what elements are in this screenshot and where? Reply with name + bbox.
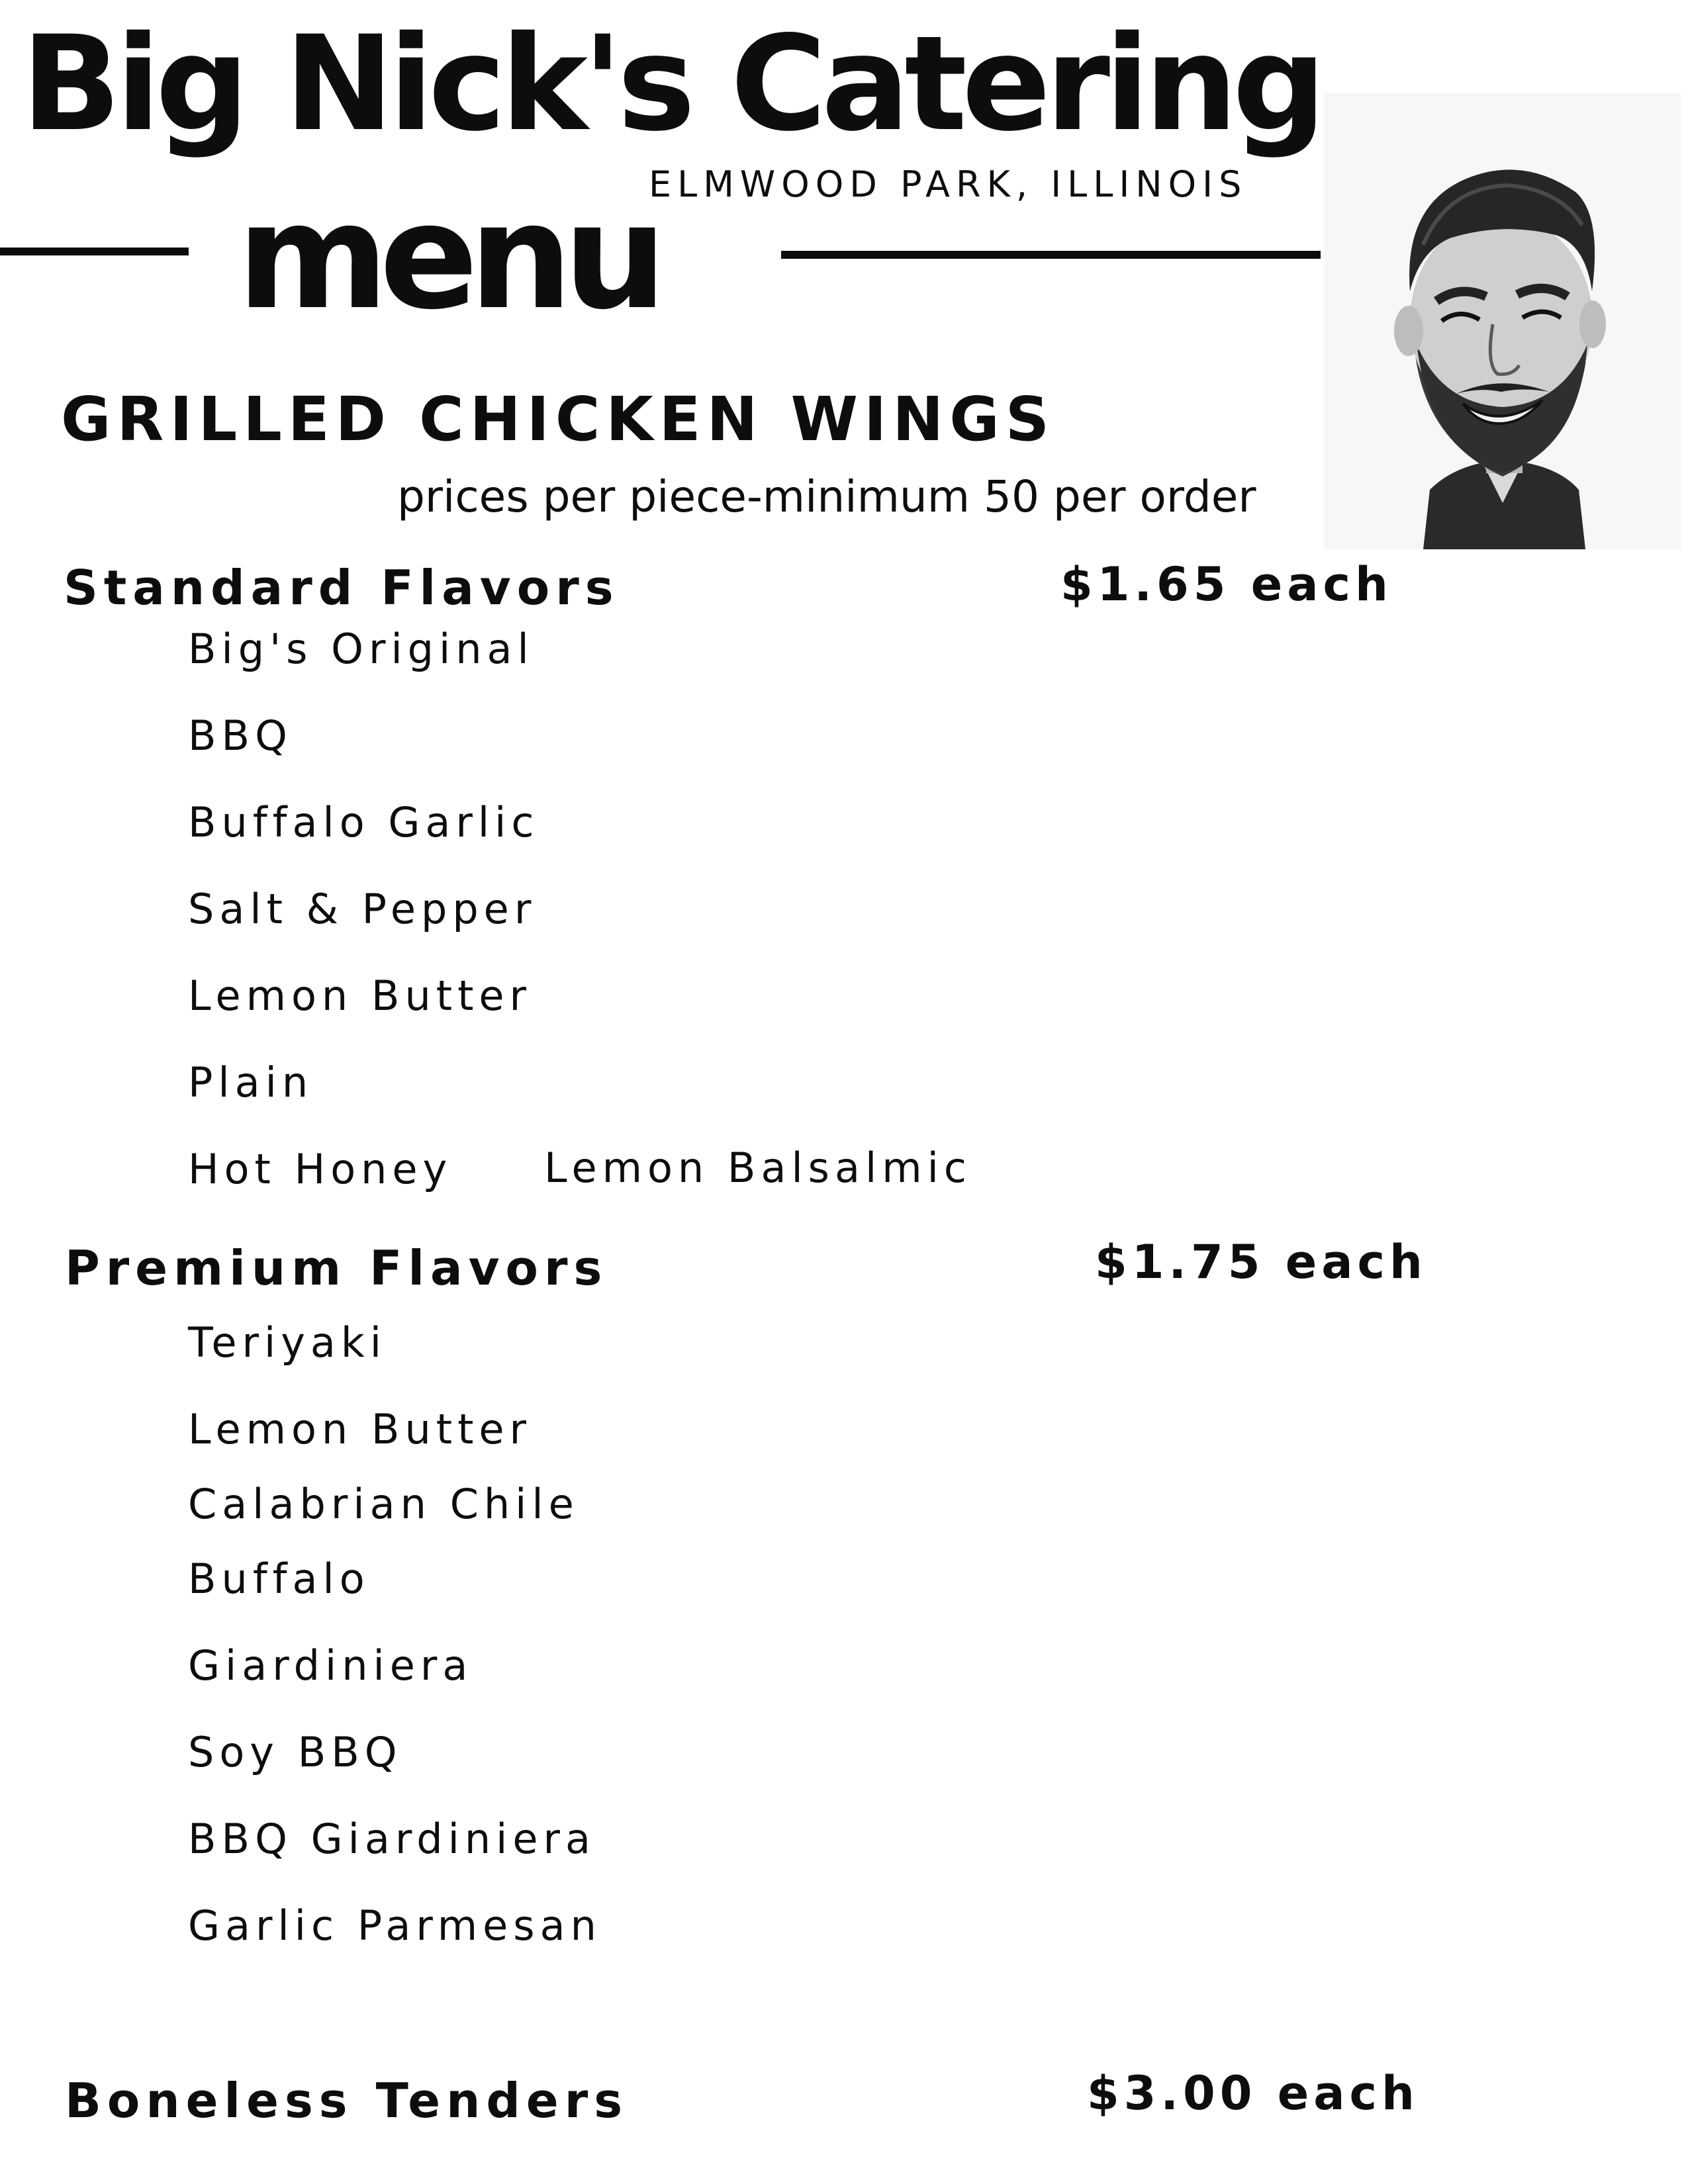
list-item: Plain <box>188 1058 314 1107</box>
standard-flavors-price: $1.65 each <box>1060 557 1393 612</box>
order-note: prices per piece-minimum 50 per order <box>397 471 1256 522</box>
premium-flavors-price: $1.75 each <box>1095 1235 1427 1289</box>
list-item: Buffalo <box>188 1555 370 1603</box>
standard-flavors-heading: Standard Flavors <box>64 560 620 615</box>
list-item: Big's Original <box>188 625 534 673</box>
boneless-tenders-heading: Boneless Tenders <box>65 2073 629 2128</box>
business-name: Big Nick's Catering <box>21 7 1321 160</box>
section-title: GRILLED CHICKEN WINGS <box>61 384 1055 455</box>
chef-caricature-image <box>1324 93 1681 549</box>
list-item: Lemon Balsalmic <box>544 1144 972 1192</box>
list-item: Lemon Butter <box>188 972 532 1020</box>
list-item: Calabrian Chile <box>188 1480 579 1528</box>
list-item: Buffalo Garlic <box>188 798 539 846</box>
menu-heading: menu <box>237 172 658 341</box>
list-item: Lemon Butter <box>188 1405 532 1453</box>
header-rule-right <box>781 251 1321 259</box>
list-item: Hot Honey <box>188 1145 453 1193</box>
boneless-tenders-price: $3.00 each <box>1087 2066 1419 2120</box>
list-item: Soy BBQ <box>188 1728 402 1776</box>
header-rule-left <box>0 248 189 255</box>
list-item: Salt & Pepper <box>188 885 537 933</box>
list-item: Giardiniera <box>188 1641 473 1690</box>
list-item: Teriyaki <box>188 1318 387 1367</box>
list-item: BBQ <box>188 711 293 760</box>
premium-flavors-heading: Premium Flavors <box>65 1240 608 1296</box>
list-item: BBQ Giardiniera <box>188 1815 596 1863</box>
location-text: ELMWOOD PARK, ILLINOIS <box>649 163 1248 205</box>
list-item: Garlic Parmesan <box>188 1901 602 1950</box>
